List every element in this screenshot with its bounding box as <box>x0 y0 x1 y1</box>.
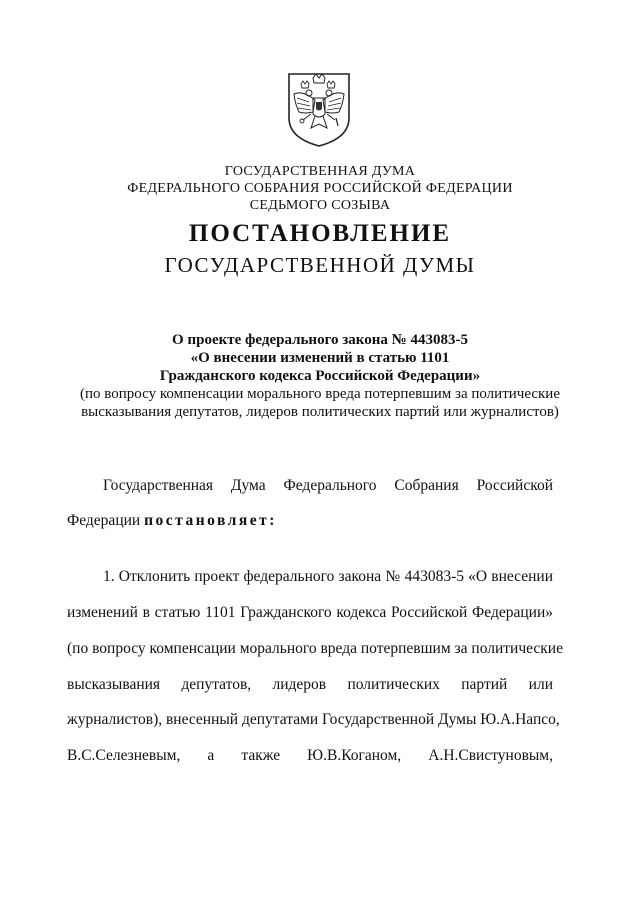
header-line-1: ГОСУДАРСТВЕННАЯ ДУМА <box>224 164 416 179</box>
item-1-line-6: В.С.Селезневым, а также Ю.В.Коганом, А.Н.Свистуновым, <box>67 747 553 764</box>
document-subtitle: ГОСУДАРСТВЕННОЙ ДУМЫ <box>164 253 476 277</box>
document-subject <box>0 331 640 421</box>
preamble-line-1: Государственная Дума Федерального Собрания Российской <box>103 477 553 494</box>
preamble-line-2 <box>67 512 553 530</box>
subject-line-5: высказывания депутатов, лидеров политических партий или журналистов) <box>81 404 559 420</box>
item-1-line-4: высказывания депутатов, лидеров политических партий или <box>67 676 553 693</box>
preamble-text: Федерации <box>67 512 145 529</box>
subject-line-1: О проекте федерального закона № 443083-5 <box>172 332 468 348</box>
coat-of-arms-emblem <box>285 68 353 148</box>
item-1-line-1: 1. Отклонить проект федерального закона № 443083-5 «О внесении <box>103 568 553 585</box>
header-line-3: СЕДЬМОГО СОЗЫВА <box>249 198 391 213</box>
subject-line-3: Гражданского кодекса Российской Федерации» <box>159 368 481 384</box>
item-1-line-5: журналистов), внесенный депутатами Государственной Думы Ю.А.Напсо, <box>67 711 560 728</box>
header-line-2: ФЕДЕРАЛЬНОГО СОБРАНИЯ РОССИЙСКОЙ ФЕДЕРАЦИИ <box>127 181 513 196</box>
item-1-line-2: изменений в статью 1101 Гражданского кодекса Российской Федерации» <box>67 604 553 621</box>
subject-line-4: (по вопросу компенсации морального вреда потерпевшим за политические <box>80 386 560 402</box>
document-title: ПОСТАНОВЛЕНИЕ <box>188 220 452 247</box>
subject-line-2: «О внесении изменений в статью 1101 <box>190 350 450 366</box>
resolves-word: постановляет: <box>144 512 277 529</box>
item-1-line-3: (по вопросу компенсации морального вреда потерпевшим за политические <box>67 640 563 657</box>
issuer-header <box>0 163 640 214</box>
